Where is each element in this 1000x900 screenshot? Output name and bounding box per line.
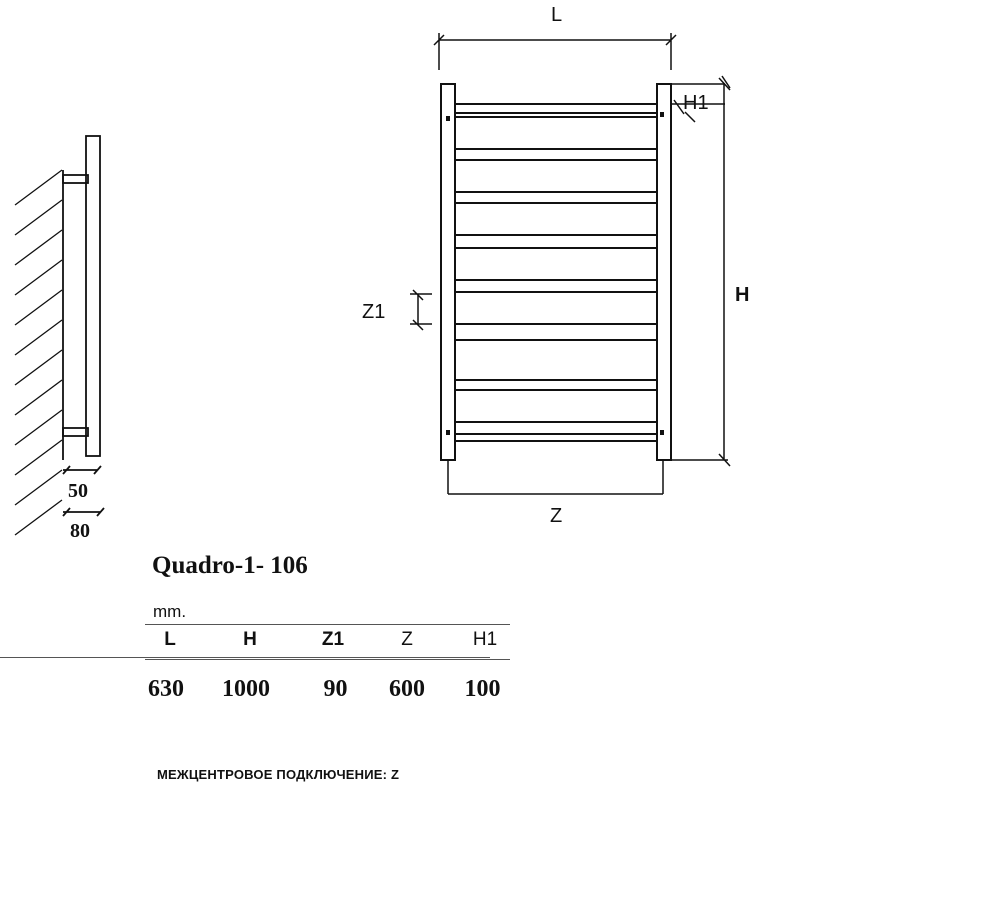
right-vertical-post [657, 84, 671, 460]
height-label: H [735, 284, 750, 306]
towel-bar-5 [455, 292, 657, 324]
value-z1: 90 [323, 676, 348, 702]
towel-bar-1 [455, 117, 657, 149]
width-dimension-line [434, 33, 676, 70]
towel-bar-6 [455, 340, 657, 380]
side-dimension-50: 50 [68, 480, 88, 502]
bottom-crossbar [455, 434, 657, 441]
bottom-wall-bracket [63, 428, 88, 436]
value-h: 1000 [222, 676, 270, 702]
top-crossbar [455, 104, 657, 113]
header-l: L [164, 629, 176, 650]
header-h: H [243, 629, 257, 650]
center-distance-dimension-line [448, 460, 663, 494]
radiator-side-profile [86, 136, 100, 456]
towel-bar-2 [455, 160, 657, 192]
wall-hatching [15, 170, 62, 535]
unit-label: mm. [153, 602, 187, 621]
front-view [441, 84, 671, 460]
bottom-right-connection-point [660, 430, 664, 435]
width-label: L [551, 4, 563, 26]
side-view [15, 136, 104, 535]
top-right-connection-point [660, 112, 664, 117]
left-vertical-post [441, 84, 455, 460]
value-l: 630 [148, 676, 184, 702]
top-wall-bracket [63, 175, 88, 183]
towel-bar-3 [455, 203, 657, 235]
center-distance-label: Z [550, 505, 563, 527]
header-z: Z [401, 629, 413, 650]
connection-note: МЕЖЦЕНТРОВОЕ ПОДКЛЮЧЕНИЕ: Z [157, 767, 400, 782]
towel-bar-7 [455, 390, 657, 422]
top-offset-label: H1 [683, 92, 709, 114]
depth-dimension-line-50 [63, 466, 101, 474]
specification-table [20, 624, 510, 706]
front-dimensions [410, 33, 730, 494]
height-dimension-line [671, 78, 730, 466]
top-left-connection-point [446, 116, 450, 121]
header-h1: H1 [472, 629, 498, 650]
rail-pitch-dimension-line [410, 290, 432, 330]
header-z1: Z1 [321, 629, 345, 650]
table-value-row [20, 672, 510, 706]
side-dimension-80: 80 [70, 520, 90, 542]
value-z: 600 [389, 676, 425, 702]
table-header-row [145, 624, 510, 660]
value-h1: 100 [464, 676, 501, 702]
rail-pitch-label: Z1 [362, 301, 386, 323]
bottom-left-connection-point [446, 430, 450, 435]
towel-bar-4 [455, 248, 657, 280]
depth-dimension-line-80 [63, 508, 104, 516]
product-title: Quadro-1- 106 [152, 552, 308, 579]
